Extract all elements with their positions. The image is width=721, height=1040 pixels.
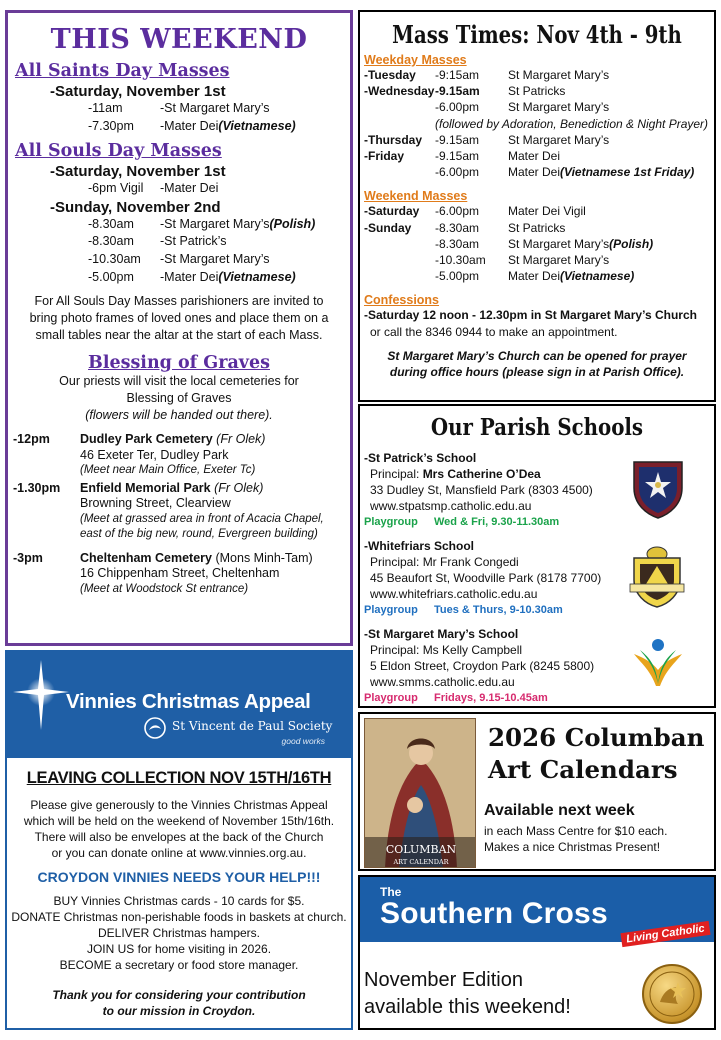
mass-place: Mater Dei — [508, 269, 561, 284]
vinnies-help-item: BUY Vinnies Christmas cards - 10 cards for $5. — [53, 894, 305, 908]
vinnies-banner-title: Vinnies Christmas Appeal — [66, 690, 311, 713]
mass-place: St Margaret Mary’s — [508, 132, 610, 147]
cemetery-address: 16 Chippenham Street, Cheltenham — [80, 566, 280, 581]
mass-place: -St Margaret Mary’s — [160, 101, 270, 115]
mass-row — [8, 233, 350, 251]
vinnies-help-item: DELIVER Christmas hampers. — [97, 926, 261, 940]
mass-time: -6pm Vigil — [88, 181, 144, 196]
mass-time: -5.00pm — [88, 269, 134, 284]
columban-title-line: Art Calendars — [488, 755, 678, 784]
school-name: -St Patrick’s School — [364, 451, 477, 465]
southern-cross-panel — [358, 875, 716, 1030]
principal-label: Principal: — [370, 643, 423, 657]
vinnies-thanks-line: to our mission in Croydon. — [102, 1004, 256, 1018]
mass-place: St Patricks — [508, 220, 566, 235]
leaving-collection-heading: LEAVING COLLECTION NOV 15TH/16TH — [26, 769, 332, 787]
vinnies-body — [7, 797, 351, 861]
cemetery-name: Dudley Park Cemetery — [80, 432, 213, 447]
columban-available: Available next week — [484, 802, 635, 819]
playgroup-label: Playgroup — [364, 692, 418, 704]
calendar-label: COLUMBAN — [385, 843, 457, 856]
playgroup-label: Playgroup — [364, 516, 418, 528]
svdp-name: St Vincent de Paul Society — [172, 719, 333, 733]
cemetery-item — [8, 551, 350, 598]
columban-title — [488, 722, 704, 786]
weekday-masses-label: Weekday Masses — [364, 53, 467, 67]
mass-place: -Mater Dei — [160, 269, 219, 284]
mass-place: St Margaret Mary’s — [508, 100, 610, 115]
mass-place: St Patricks — [508, 84, 566, 99]
playgroup-label: Playgroup — [364, 604, 418, 616]
southern-cross-text — [364, 967, 571, 1021]
vinnies-body-line: which will be held on the weekend of November 15th/16th. — [23, 814, 335, 828]
vinnies-body-line: There will also be envelopes at the back of the Church — [34, 830, 324, 844]
mass-place: St Margaret Mary’s — [508, 236, 610, 251]
mass-row — [360, 99, 714, 115]
cemetery-time: -3pm — [13, 550, 43, 565]
st-margaret-marys-logo-icon — [630, 636, 686, 690]
mass-row — [8, 100, 350, 118]
weekend-mass-list — [360, 203, 714, 284]
mass-day — [364, 252, 435, 268]
all-saints-day: -Saturday, November 1st — [50, 83, 226, 100]
mass-time: -6.00pm — [435, 204, 480, 219]
mass-language: (Polish) — [269, 216, 316, 231]
vinnies-body-line: Please give generously to the Vinnies Christmas Appeal — [30, 798, 328, 812]
whitefriars-crest-icon — [628, 544, 686, 610]
cemetery-note: (Meet near Main Office, Exeter Tc) — [80, 464, 256, 477]
mass-time: -11am — [88, 101, 123, 115]
mass-day: -Sunday — [364, 220, 412, 235]
mass-language: (Vietnamese) — [218, 118, 296, 133]
columban-details — [484, 824, 667, 855]
mass-time: -8.30am — [435, 236, 480, 251]
southern-cross-masthead: Southern Cross — [380, 897, 608, 930]
cemetery-item — [8, 481, 350, 543]
columban-title-line: 2026 Columban — [488, 723, 705, 752]
mass-place: Mater Dei Vigil — [508, 204, 586, 219]
mass-row — [8, 118, 350, 136]
mass-day: -Saturday — [364, 204, 420, 219]
vinnies-help-item: BECOME a secretary or food store manager. — [59, 958, 299, 972]
cemetery-list — [8, 432, 350, 597]
all-souls-saturday: -Saturday, November 1st — [50, 163, 226, 181]
all-saints-heading: All Saints Day Masses — [15, 61, 230, 81]
mass-row — [8, 216, 350, 234]
cemetery-name: Cheltenham Cemetery — [80, 550, 212, 565]
mass-row — [360, 268, 714, 284]
vinnies-panel — [5, 650, 353, 1030]
mass-place: St Margaret Mary’s — [508, 68, 610, 82]
mass-row — [360, 83, 714, 99]
all-souls-note: For All Souls Day Masses parishioners are invited to bring photo frames of loved ones and place them on a small tables near the altar at the start of each Mass. — [29, 294, 329, 343]
principal-name: Mr Frank Congedi — [422, 555, 519, 569]
all-saints-mass-list — [8, 100, 350, 135]
mass-time: -9.15am — [435, 84, 480, 99]
mass-time: -9:15am — [435, 68, 480, 82]
vinnies-thanks — [7, 987, 351, 1019]
school-name: -Whitefriars School — [364, 539, 475, 553]
playgroup-time: Fridays, 9.15-10.45am — [434, 692, 548, 704]
confessions-call: or call the 8346 0944 to make an appointment. — [370, 324, 618, 339]
parish-schools-title: Our Parish Schools — [430, 414, 644, 441]
cemetery-note: (Meet at Woodstock St entrance) — [80, 582, 249, 595]
mass-row — [360, 164, 714, 180]
mass-row — [8, 251, 350, 269]
vinnies-help-list — [7, 893, 351, 973]
mass-row — [8, 180, 350, 198]
school-website[interactable]: www.stpatsmp.catholic.edu.au — [370, 499, 532, 513]
vinnies-help-heading: CROYDON VINNIES NEEDS YOUR HELP!!! — [37, 869, 321, 885]
mass-day — [364, 268, 435, 284]
parish-schools-panel — [358, 404, 716, 708]
mass-day — [364, 164, 435, 180]
playgroup-time: Wed & Fri, 9.30-11.30am — [434, 516, 560, 528]
columban-panel — [358, 712, 716, 871]
confessions-time: -Saturday 12 noon - 12.30pm in St Margaret Mary’s Church — [364, 308, 697, 323]
mass-row — [360, 220, 714, 236]
mass-day — [364, 236, 435, 252]
graves-intro — [8, 373, 350, 424]
mass-time: -6.00pm — [435, 100, 480, 115]
cemetery-priest: (Fr Olek) — [212, 432, 266, 447]
mass-time: -7.30pm — [88, 118, 134, 133]
mass-row — [360, 67, 714, 83]
all-souls-sunday: -Sunday, November 2nd — [50, 198, 221, 216]
confessions-label: Confessions — [364, 293, 440, 308]
southern-cross-line: available this weekend! — [364, 996, 571, 1018]
mass-place: -St Margaret Mary’s — [160, 251, 270, 266]
school-address: 33 Dudley St, Mansfield Park (8303 4500) — [370, 483, 593, 497]
school-address: 5 Eldon Street, Croydon Park (8245 5800) — [370, 659, 595, 673]
mass-row — [360, 236, 714, 252]
southern-cross-line: November Edition — [364, 969, 523, 991]
school-item — [360, 450, 714, 530]
principal-name: Mrs Catherine O’Dea — [422, 467, 541, 481]
mass-day: -Friday — [364, 149, 405, 164]
cemetery-address: 46 Exeter Ter, Dudley Park — [80, 447, 229, 462]
mass-place: -St Margaret Mary’s — [160, 216, 270, 231]
cemetery-note: (Meet at grassed area in front of Acacia Chapel, east of the big new, round, Evergreen building) — [80, 512, 324, 541]
madonna-painting-icon — [365, 719, 476, 868]
vinnies-help-item: JOIN US for home visiting in 2026. — [86, 942, 272, 956]
all-souls-sunday-list — [8, 216, 350, 286]
school-item — [360, 626, 714, 706]
school-website[interactable]: www.whitefriars.catholic.edu.au — [370, 587, 538, 601]
coin-emblem-icon — [644, 966, 700, 1022]
mass-day: -Tuesday — [364, 68, 416, 82]
this-weekend-title: THIS WEEKEND — [50, 24, 308, 55]
this-weekend-panel — [5, 10, 353, 646]
mass-place: Mater Dei — [508, 165, 561, 180]
columban-detail-line: Makes a nice Christmas Present! — [484, 839, 661, 854]
southern-cross-the: The — [380, 885, 402, 899]
mass-place: -Mater Dei — [160, 118, 219, 133]
mass-place: Mater Dei — [508, 149, 561, 164]
cemetery-address: Browning Street, Clearview — [80, 496, 231, 511]
mass-day: -Wednesday — [364, 84, 435, 99]
mass-day — [364, 99, 435, 115]
playgroup-row — [364, 690, 714, 706]
mass-time: -8.30am — [435, 220, 480, 235]
weekday-mass-list — [360, 67, 714, 180]
cemetery-time: -12pm — [13, 432, 50, 447]
playgroup-time: Tues & Thurs, 9-10.30am — [434, 604, 563, 616]
principal-name: Ms Kelly Campbell — [422, 643, 523, 657]
gold-coin-icon — [642, 964, 702, 1024]
mass-language: (Vietnamese 1st Friday) — [560, 165, 695, 180]
mass-time: -10.30am — [435, 253, 486, 268]
mass-time: -6.00pm — [435, 165, 480, 180]
cemetery-item — [8, 432, 350, 479]
vinnies-help-item: DONATE Christmas non-perishable foods in baskets at church. — [11, 910, 347, 924]
school-item — [360, 538, 714, 618]
mass-row — [360, 252, 714, 268]
mass-language: (Vietnamese) — [218, 269, 296, 284]
vinnies-body-line: or you can donate online at www.vinnies.org.au. — [51, 846, 307, 860]
prayer-note: St Margaret Mary’s Church can be opened for prayer during office hours (please sign in at Parish Office). — [387, 348, 687, 379]
graves-intro-note: (flowers will be handed out there). — [85, 408, 273, 423]
columban-calendar-image — [364, 718, 476, 868]
mass-row — [8, 269, 350, 287]
mass-row — [360, 132, 714, 148]
star-icon — [13, 660, 69, 730]
vinnies-thanks-line: Thank you for considering your contribution — [52, 988, 306, 1002]
school-address: 45 Beaufort St, Woodville Park (8178 7700) — [370, 571, 602, 585]
school-website[interactable]: www.smms.catholic.edu.au — [370, 675, 515, 689]
mass-time: -8.30am — [88, 234, 134, 249]
svdp-tagline: good works — [281, 736, 325, 746]
mass-day: -Thursday — [364, 132, 423, 147]
mass-time: -10.30am — [88, 251, 141, 266]
vinnies-banner — [7, 652, 351, 758]
mass-times-panel — [358, 10, 716, 402]
living-catholic-tag: Living Catholic — [621, 921, 711, 947]
all-souls-heading: All Souls Day Masses — [15, 141, 222, 162]
mass-row — [360, 148, 714, 164]
mass-place: -St Patrick’s — [160, 234, 227, 249]
graves-intro-line: Blessing of Graves — [126, 391, 232, 406]
cemetery-time: -1.30pm — [13, 480, 61, 495]
cemetery-priest: (Mons Minh-Tam) — [212, 550, 313, 565]
principal-label: Principal: — [370, 467, 423, 481]
st-patricks-crest-icon — [630, 458, 686, 520]
graves-intro-line: Our priests will visit the local cemeteries for — [59, 374, 299, 389]
mass-time: -9.15am — [435, 132, 480, 147]
principal-label: Principal: — [370, 555, 423, 569]
weekend-masses-label: Weekend Masses — [364, 189, 468, 204]
cemetery-name: Enfield Memorial Park — [80, 480, 211, 495]
cemetery-priest: (Fr Olek) — [210, 480, 264, 495]
mass-time: -9.15am — [435, 149, 480, 164]
school-name: -St Margaret Mary’s School — [364, 627, 519, 641]
graves-heading: Blessing of Graves — [88, 353, 270, 374]
calendar-sublabel: ART CALENDAR — [393, 858, 449, 866]
wednesday-note: (followed by Adoration, Benediction & Night Prayer) — [435, 116, 709, 131]
mass-language: (Polish) — [609, 236, 654, 251]
mass-time: -8.30am — [88, 216, 134, 231]
mass-language: (Vietnamese) — [560, 269, 635, 284]
mass-place: -Mater Dei — [160, 181, 219, 196]
columban-detail-line: in each Mass Centre for $10 each. — [484, 824, 668, 838]
mass-time: -5.00pm — [435, 269, 480, 284]
svdp-logo-icon — [144, 717, 166, 739]
mass-times-title: Mass Times: Nov 4th - 9th — [392, 20, 682, 49]
mass-place: St Margaret Mary’s — [508, 253, 610, 268]
mass-row — [360, 203, 714, 219]
